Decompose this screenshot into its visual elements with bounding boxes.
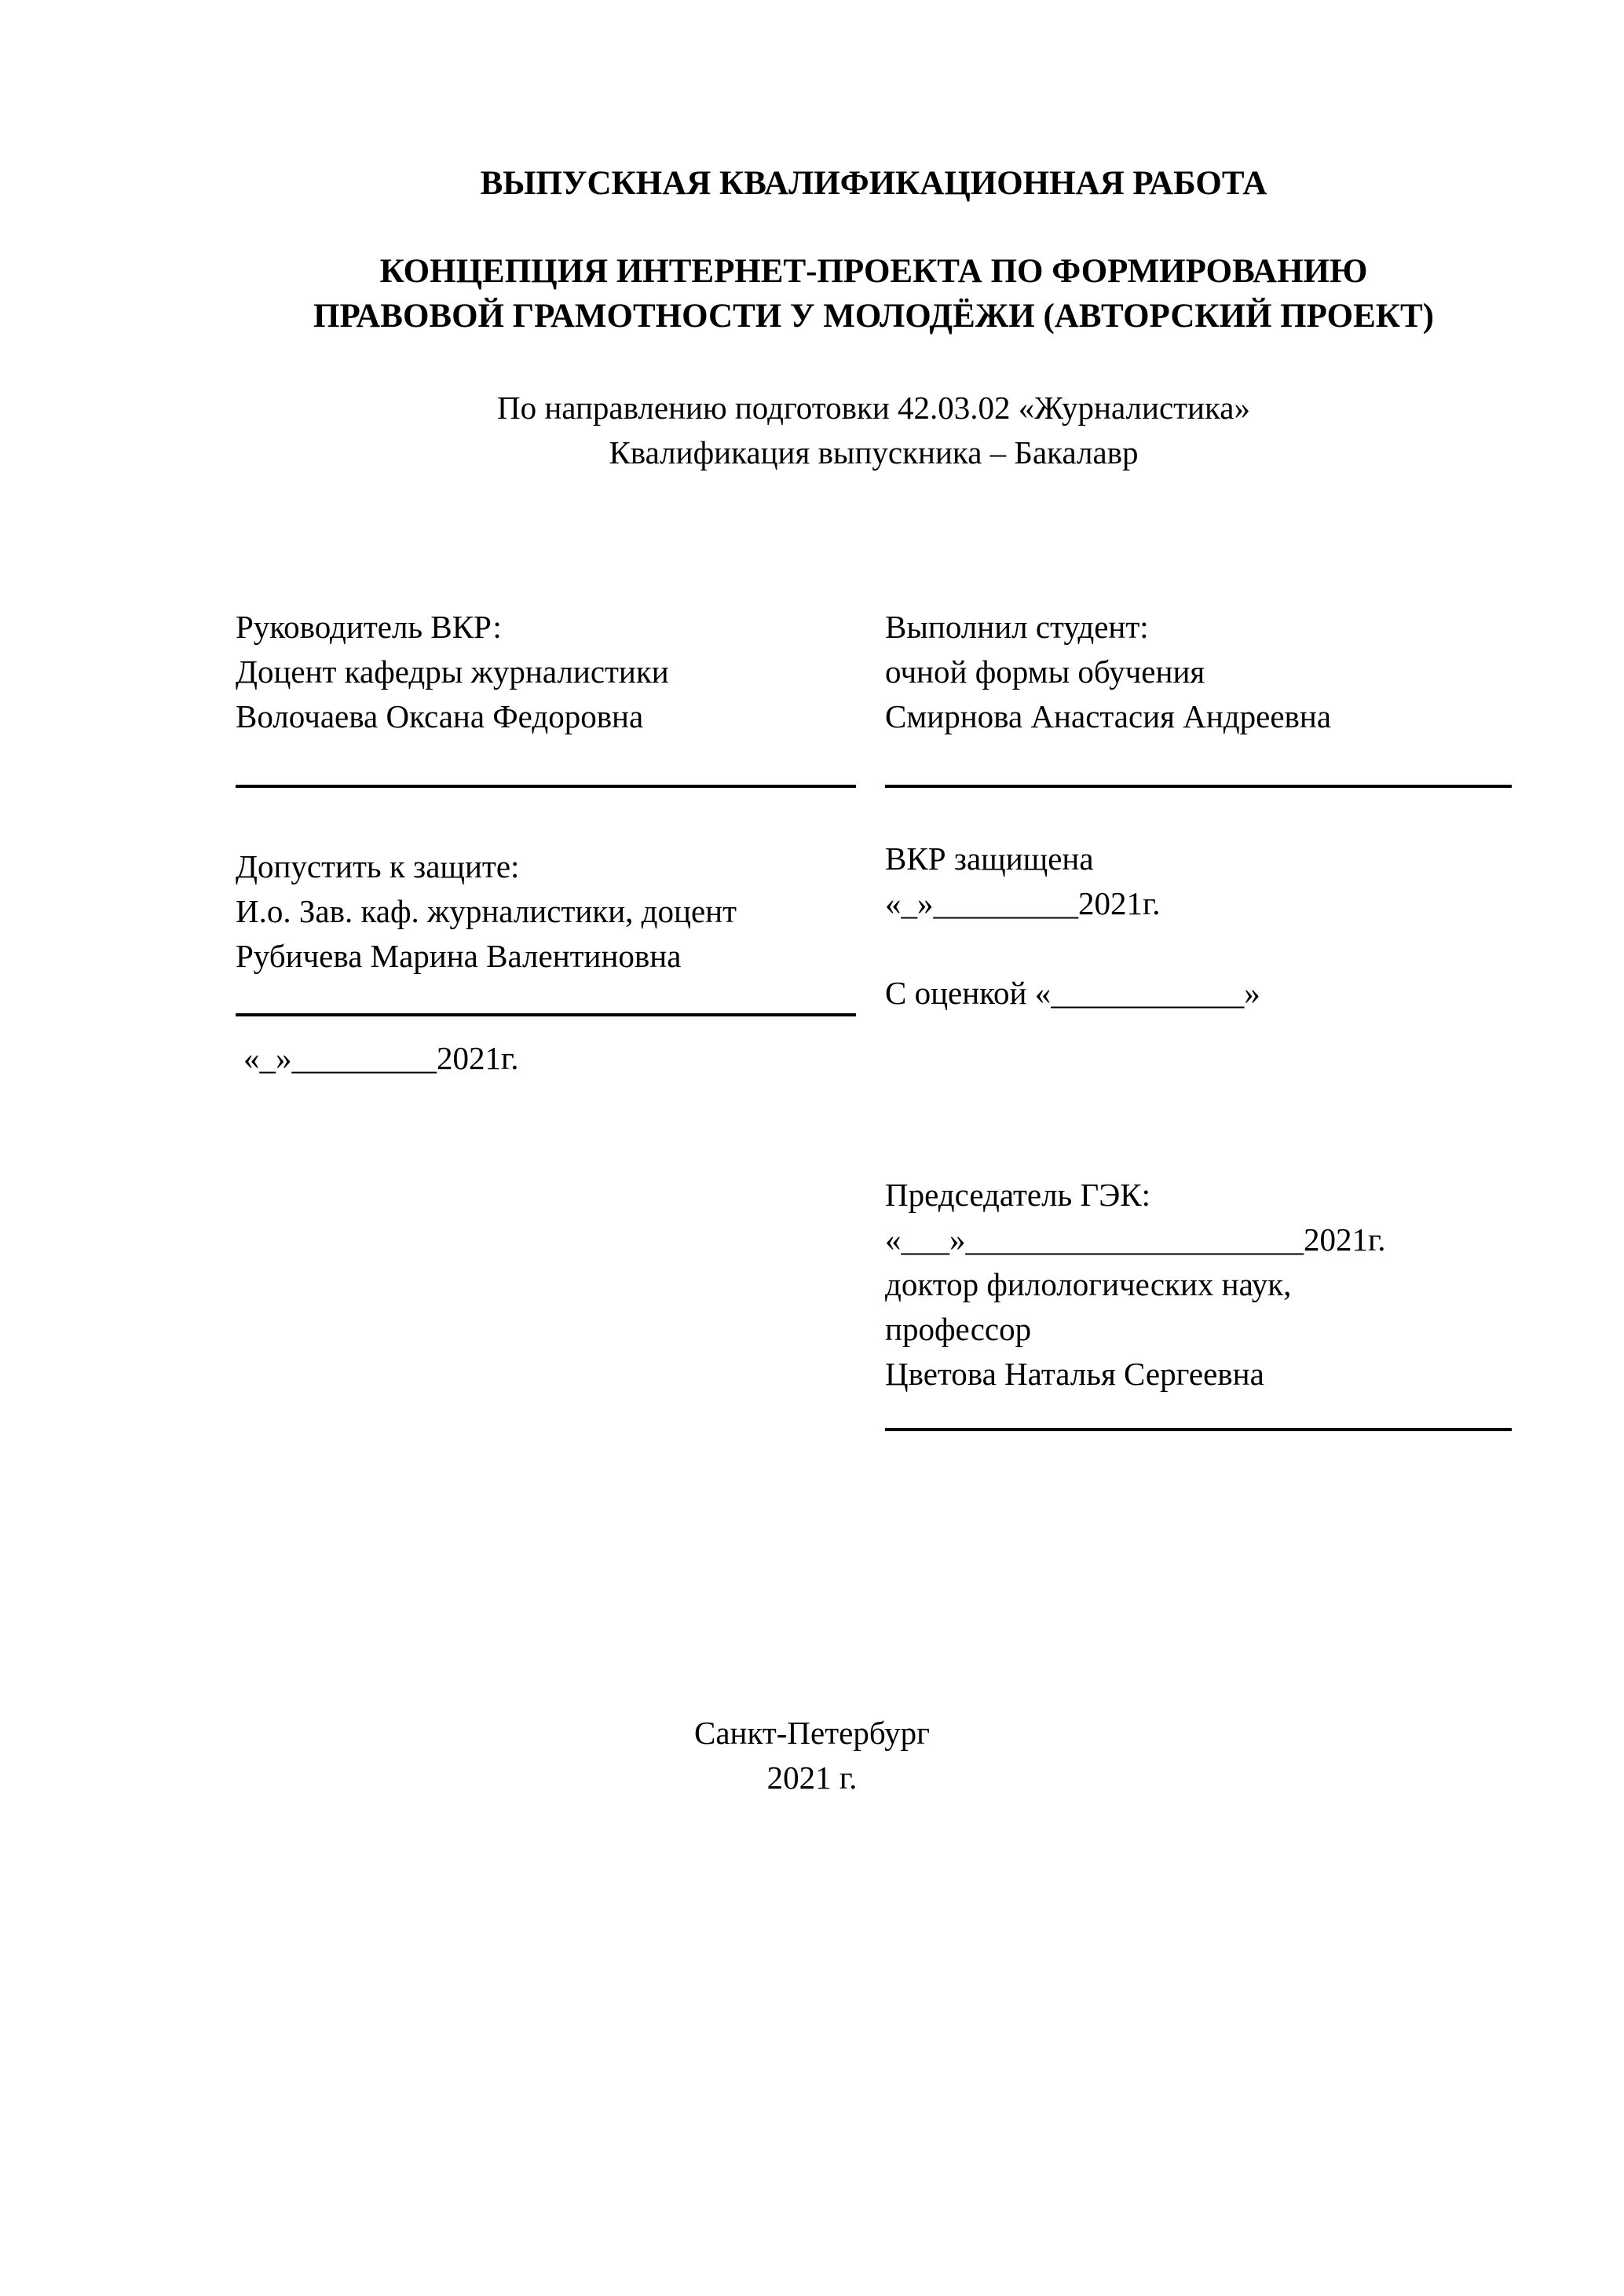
student-signature-line xyxy=(885,785,1512,788)
chairman-degree-line1: доктор филологических наук, xyxy=(885,1266,1292,1302)
chairman-signature-line xyxy=(885,1428,1512,1431)
admission-signature-line xyxy=(236,1013,856,1016)
program-direction: По направлению подготовки 42.03.02 «Журналистика» xyxy=(497,390,1250,426)
chairman-degree-line2: профессор xyxy=(885,1311,1032,1347)
defense-date: «_»_________2021г. xyxy=(885,885,1161,921)
chairman-block xyxy=(885,1173,1512,1397)
footer-year: 2021 г. xyxy=(766,1760,858,1796)
student-block xyxy=(885,605,1512,739)
left-column xyxy=(236,605,856,1081)
student-name: Смирнова Анастасия Андреевна xyxy=(885,698,1332,734)
admission-label: Допустить к защите: xyxy=(236,848,520,884)
admission-date: «_»_________2021г. xyxy=(243,1040,519,1076)
thesis-topic-line2: ПРАВОВОЙ ГРАМОТНОСТИ У МОЛОДЁЖИ (АВТОРСКИЙ ПРОЕКТ) xyxy=(313,298,1434,335)
supervisor-position: Доцент кафедры журналистики xyxy=(236,654,669,690)
chairman-date: «___»_____________________2021г. xyxy=(885,1221,1386,1258)
admission-block xyxy=(236,844,856,979)
document-header xyxy=(236,161,1512,475)
signature-columns xyxy=(236,605,1512,1431)
admission-position: И.о. Зав. каф. журналистики, доцент xyxy=(236,893,737,929)
student-study-form: очной формы обучения xyxy=(885,654,1205,690)
right-column xyxy=(885,605,1512,1431)
program-qualification: Квалификация выпускника – Бакалавр xyxy=(609,434,1139,471)
defense-grade: С оценкой «____________» xyxy=(885,975,1260,1011)
page-footer xyxy=(0,1711,1624,1800)
thesis-topic xyxy=(236,249,1512,339)
document-title: ВЫПУСКНАЯ КВАЛИФИКАЦИОННАЯ РАБОТА xyxy=(480,165,1267,202)
defense-status: ВКР защищена xyxy=(885,840,1094,877)
chairman-label: Председатель ГЭК: xyxy=(885,1177,1151,1213)
supervisor-label: Руководитель ВКР: xyxy=(236,609,502,645)
program-info xyxy=(236,386,1512,475)
footer-city: Санкт-Петербург xyxy=(694,1715,930,1751)
defense-block xyxy=(885,837,1512,1016)
student-label: Выполнил студент: xyxy=(885,609,1149,645)
supervisor-name: Волочаева Оксана Федоровна xyxy=(236,698,644,734)
chairman-name: Цветова Наталья Сергеевна xyxy=(885,1356,1264,1392)
admission-name: Рубичева Марина Валентиновна xyxy=(236,938,682,974)
thesis-topic-line1: КОНЦЕПЦИЯ ИНТЕРНЕТ-ПРОЕКТА ПО ФОРМИРОВАНИЮ xyxy=(379,253,1368,290)
supervisor-block xyxy=(236,605,856,739)
supervisor-signature-line xyxy=(236,785,856,788)
